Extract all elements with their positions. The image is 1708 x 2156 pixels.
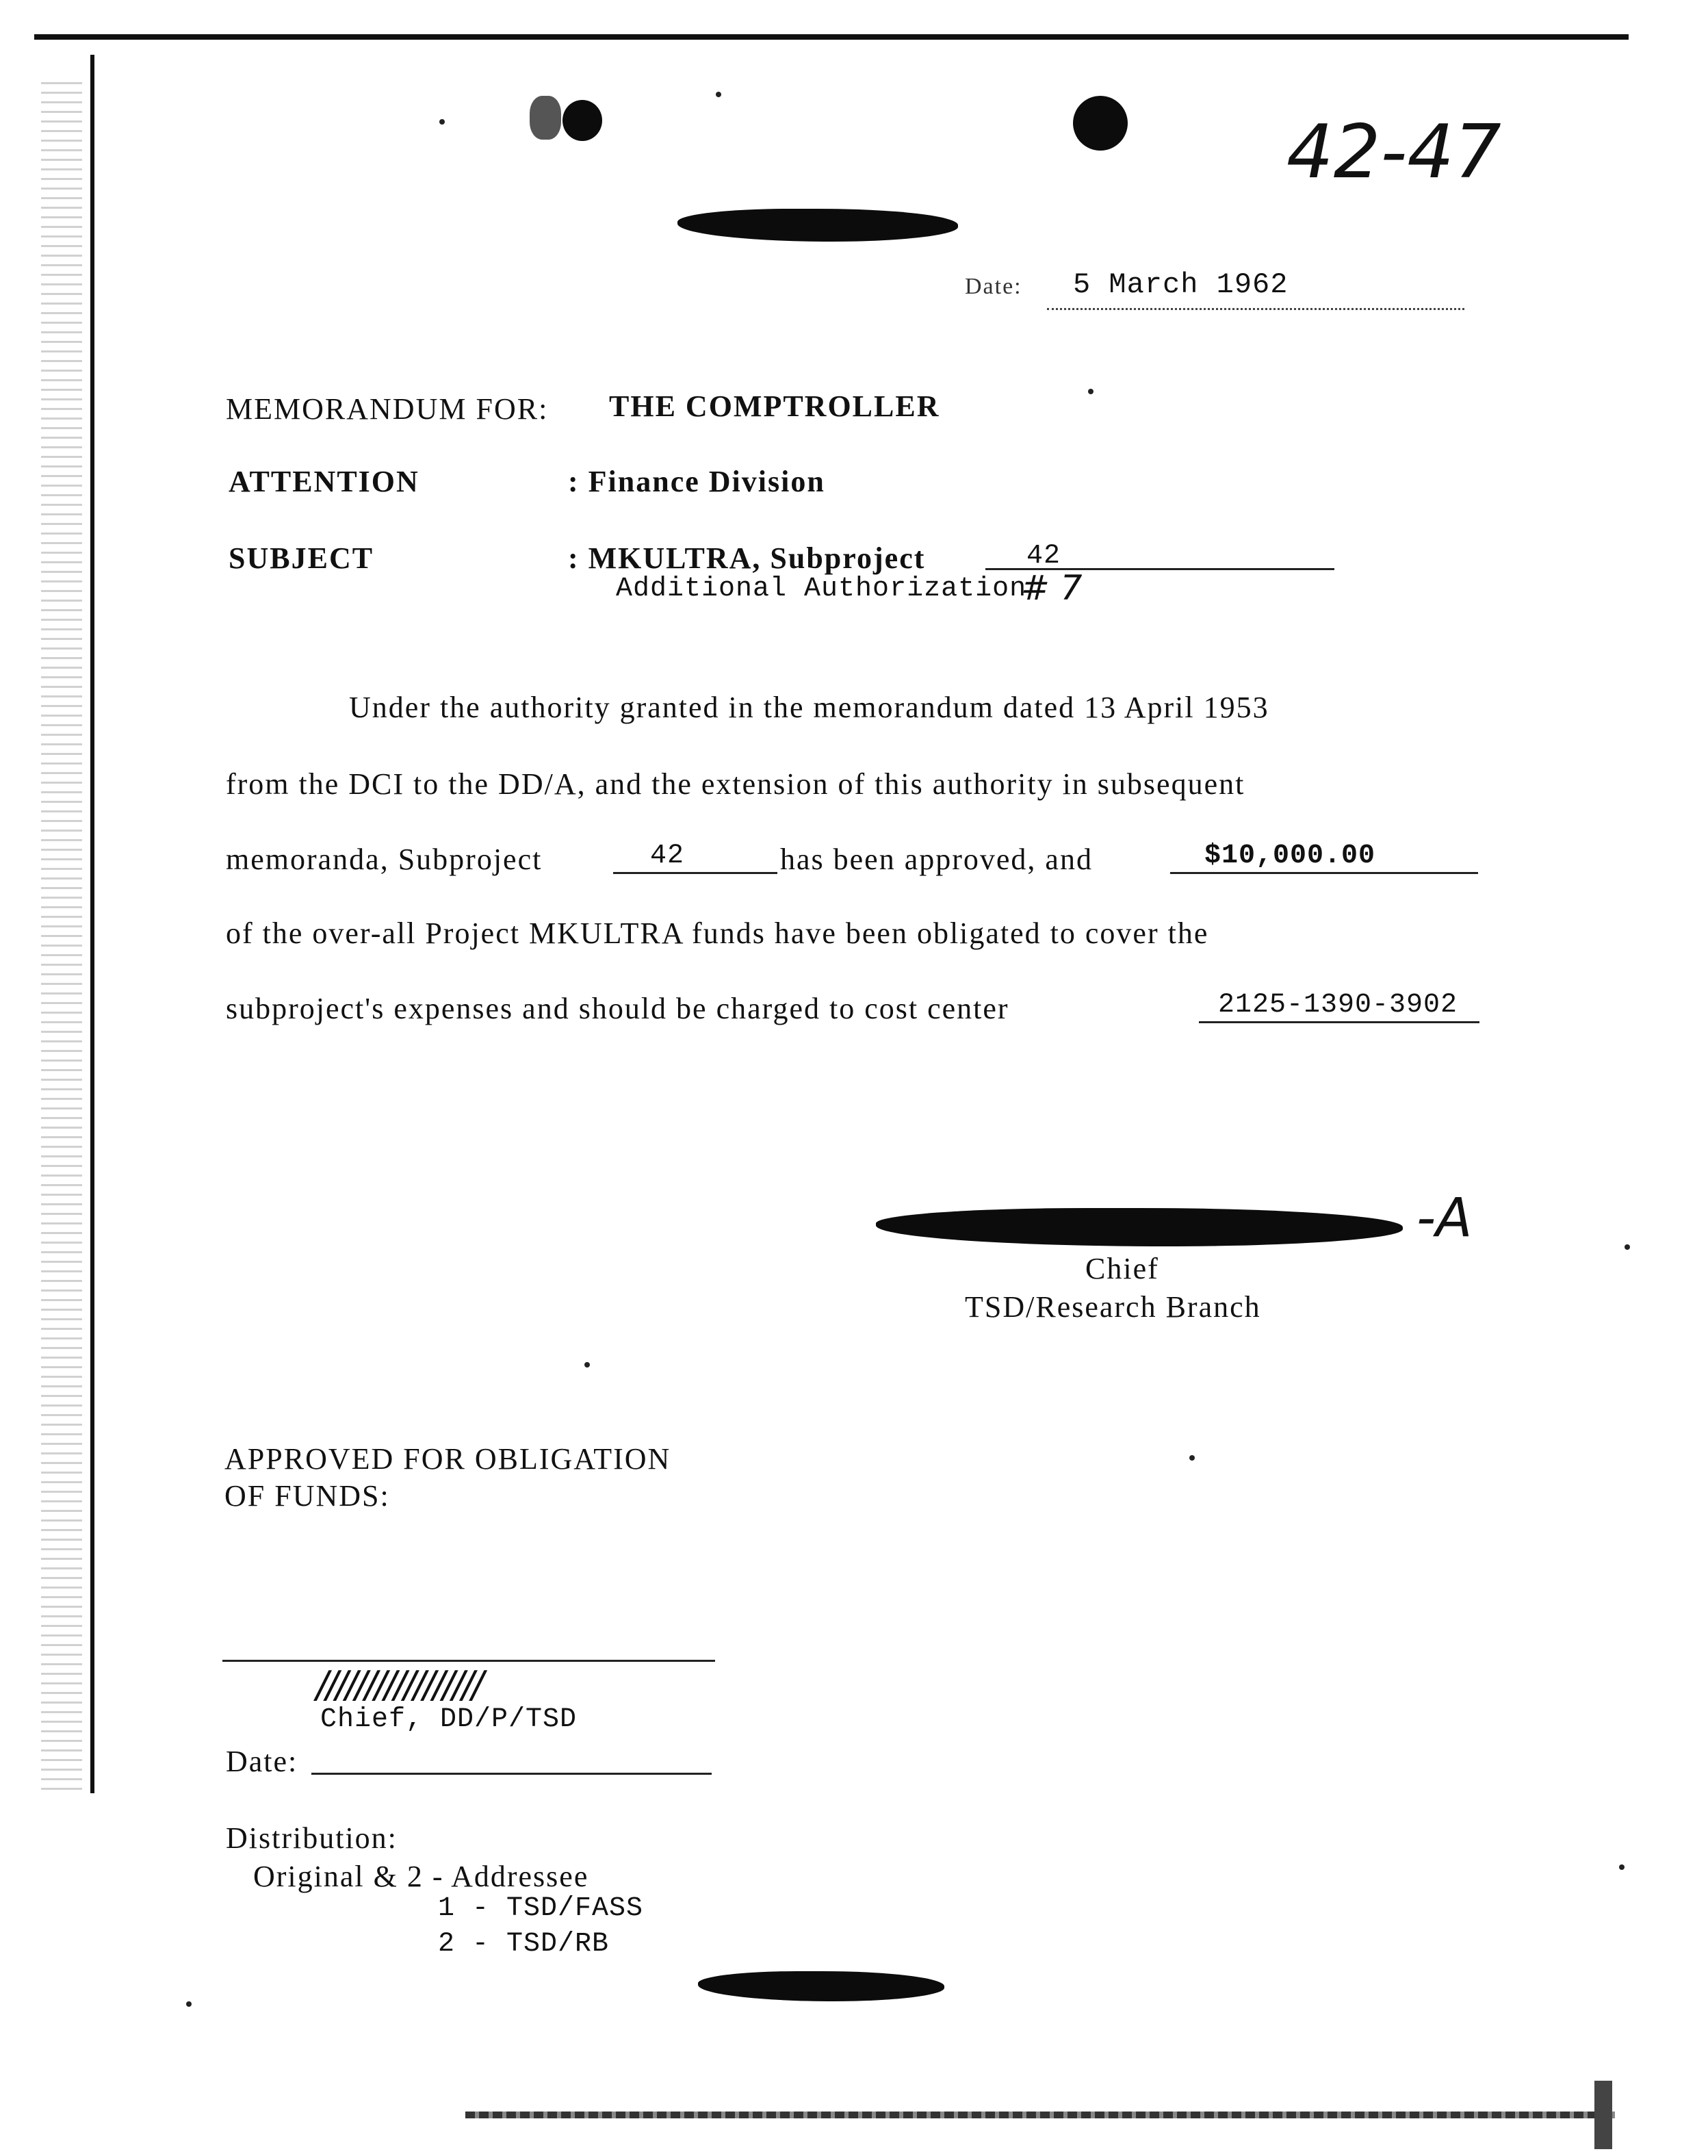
distribution-item: 2 - TSD/RB: [438, 1929, 610, 1960]
signature-redaction: [876, 1208, 1403, 1246]
signer-unit: TSD/Research Branch: [965, 1290, 1261, 1324]
subject-label: SUBJECT: [229, 541, 374, 575]
approver-signature-line: [222, 1660, 715, 1662]
signer-title: Chief: [1085, 1252, 1159, 1285]
body-line-4: of the over-all Project MKULTRA funds have been obligated to cover the: [226, 916, 1209, 950]
body-amount: $10,000.00: [1204, 840, 1376, 871]
body-line-1: Under the authority granted in the memorandum dated 13 April 1953: [349, 691, 1269, 724]
body-line-3b: has been approved, and: [780, 843, 1093, 876]
punch-hole-right: [1073, 96, 1128, 151]
memo-for-label: MEMORANDUM FOR:: [226, 392, 549, 426]
scan-speck: [1625, 1244, 1630, 1250]
punch-hole-left-tab: [530, 96, 561, 140]
subject-line1-prefix: : MKULTRA, Subproject: [568, 541, 926, 575]
date-label: Date:: [965, 274, 1022, 299]
distribution-item: Original & 2 - Addressee: [253, 1860, 589, 1893]
approver-redaction-mark: /////////////////: [316, 1663, 482, 1706]
date-value: 5 March 1962: [1073, 268, 1289, 301]
attention-label: ATTENTION: [229, 465, 419, 498]
scan-left-border: [90, 55, 94, 1793]
scan-speck: [1189, 1455, 1195, 1461]
subject-line2-prefix: Additional Authorization: [616, 574, 1027, 604]
scan-top-border: [34, 34, 1629, 40]
approver-title: Chief, DD/P/TSD: [320, 1704, 578, 1735]
approval-date-label: Date:: [226, 1745, 298, 1778]
scan-bottom-right-noise: [1594, 2081, 1612, 2149]
memo-for-value: THE COMPTROLLER: [609, 389, 940, 423]
page-number: 42-47: [1286, 110, 1501, 195]
approval-line-1: APPROVED FOR OBLIGATION: [224, 1442, 671, 1476]
classification-redaction-bottom: [698, 1971, 944, 2001]
subject-subproject: 42: [1026, 541, 1061, 572]
body-subproject-underline: [613, 872, 777, 874]
subject-authorization: # 7: [1021, 568, 1083, 608]
scan-speck: [186, 2001, 192, 2007]
scan-speck: [584, 1362, 590, 1368]
body-cost-center: 2125-1390-3902: [1218, 990, 1458, 1021]
scan-speck: [716, 92, 721, 97]
body-subproject: 42: [650, 840, 685, 871]
attention-value: : Finance Division: [568, 465, 825, 498]
body-line-2: from the DCI to the DD/A, and the extension of this authority in subsequent: [226, 767, 1245, 801]
scan-left-noise: [41, 82, 82, 1793]
body-amount-underline: [1170, 872, 1478, 874]
body-line-5a: subproject's expenses and should be charged to cost center: [226, 992, 1009, 1025]
body-line-3a: memoranda, Subproject: [226, 843, 543, 876]
scan-speck: [439, 119, 445, 125]
body-cost-center-underline: [1199, 1021, 1479, 1023]
distribution-heading: Distribution:: [226, 1821, 398, 1855]
punch-hole-left: [562, 100, 602, 141]
scan-bottom-border: [465, 2112, 1615, 2118]
distribution-item: 1 - TSD/FASS: [438, 1893, 644, 1924]
scan-speck: [1619, 1864, 1625, 1870]
classification-redaction-top: [677, 209, 958, 242]
approval-line-2: OF FUNDS:: [224, 1479, 390, 1513]
scan-speck: [1088, 389, 1094, 394]
signature-mark: -A: [1416, 1188, 1473, 1249]
approval-date-line: [311, 1773, 712, 1775]
date-underline: [1047, 308, 1464, 310]
